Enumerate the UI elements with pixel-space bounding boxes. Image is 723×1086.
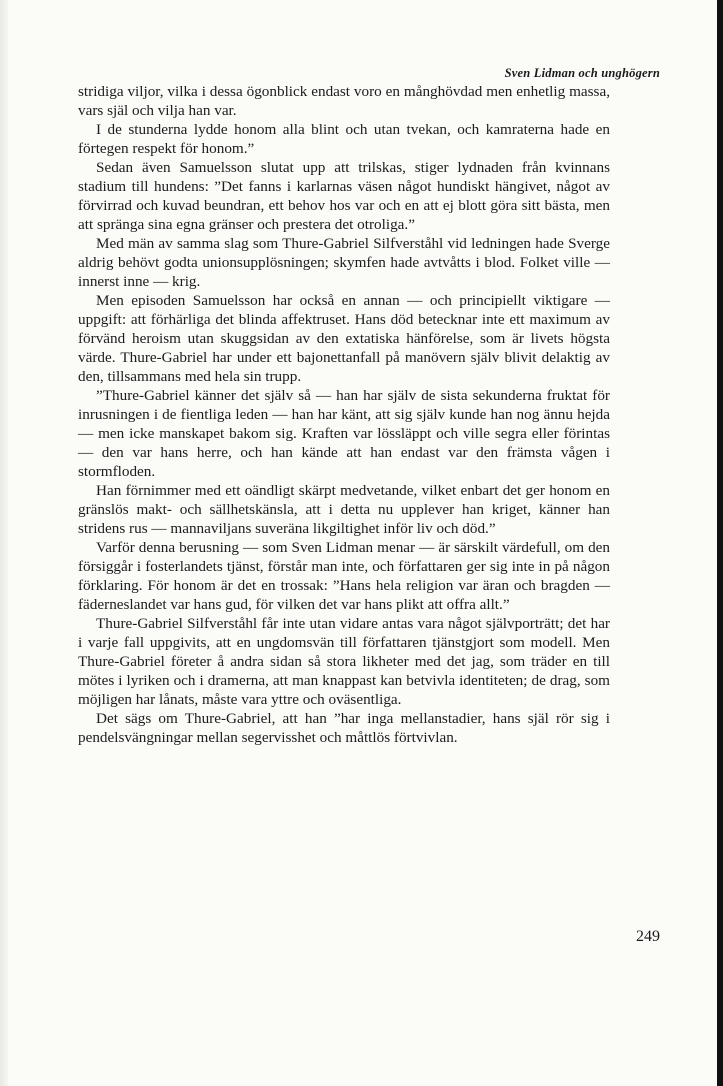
scan-right-border (717, 0, 723, 1086)
book-page (8, 0, 717, 1086)
body-text (78, 82, 610, 747)
paragraph: Han förnimmer med ett oändligt skärpt medvetande, vilket enbart det ger honom en gränslös makt- och sällhetskänsla, att i detta nu upplever han kriget, känner han stridens rus — mannaviljans suveräna likgiltighet inför liv och död.” (78, 482, 610, 537)
paragraph: Sedan även Samuelsson slutat upp att trilskas, stiger lydnaden från kvinnans stadium till hundens: ”Det fanns i karlarnas väsen något hundiskt hängivet, något av förvirrad och kuvad beundran, ett behov hos var och en att ej blott göra sitt bästa, men att spränga sina egna gränser och prestera det otroliga.” (78, 159, 610, 233)
scan-left-margin (0, 0, 8, 1086)
paragraph: Thure-Gabriel Silfverståhl får inte utan vidare antas vara något självporträtt; det har i varje fall uppgivits, att en ungdomsvän till författaren tjänstgjort som modell. Men Thure-Gabriel företer å andra sidan så stora likheter med det jag, som träder en till mötes i lyriken och i dramerna, att man knappast kan betvivla identiteten; de drag, som möjligen har lånats, måste vara yttre och oväsentliga. (78, 615, 610, 708)
paragraph: Med män av samma slag som Thure-Gabriel Silfverståhl vid ledningen hade Sverge aldrig behövt godta unionsupplösningen; skymfen hade avtvåtts i blod. Folket ville — innerst inne — krig. (78, 235, 610, 290)
paragraph: I de stunderna lydde honom alla blint och utan tvekan, och kamraterna hade en förtegen respekt för honom.” (78, 121, 610, 157)
running-head: Sven Lidman och unghögern (504, 66, 660, 80)
paragraph: Varför denna berusning — som Sven Lidman menar — är särskilt värdefull, om den försiggår i fosterlandets tjänst, förstår man inte, och författaren ger sig inte in på någon förklaring. För honom är det en trossak: ”Hans hela religion var äran och bragden — fäderneslandet var hans gud, för vilken det var hans plikt att offra allt.” (78, 539, 610, 613)
paragraph: stridiga viljor, vilka i dessa ögonblick endast voro en månghövdad men enhetlig massa, vars själ och vilja han var. (78, 83, 610, 119)
paragraph: Det sägs om Thure-Gabriel, att han ”har inga mellanstadier, hans själ rör sig i pendelsvängningar mellan segervisshet och måttlös förtvivlan. (78, 710, 610, 746)
page-number: 249 (636, 928, 660, 945)
paragraph: Men episoden Samuelsson har också en annan — och principiellt viktigare — uppgift: att förhärliga det blinda affektruset. Hans död betecknar inte ett maximum av förvänd heroism utan skuggsidan av den extatiska hänförelse, som är livets högsta värde. Thure-Gabriel har under ett bajonettanfall på manövern själv blivit delaktig av den, tillsammans med hela sin trupp. (78, 292, 610, 385)
paragraph: ”Thure-Gabriel känner det själv så — han har själv de sista sekunderna fruktat för inrusningen i de fientliga leden — han har känt, att sig själv kunde han nog ännu hejda — men icke manskapet bakom sig. Kraften var lössläppt och ville segra eller förintas — den var hans herre, och han kände att han endast var den främsta vågen i stormfloden. (78, 387, 610, 480)
